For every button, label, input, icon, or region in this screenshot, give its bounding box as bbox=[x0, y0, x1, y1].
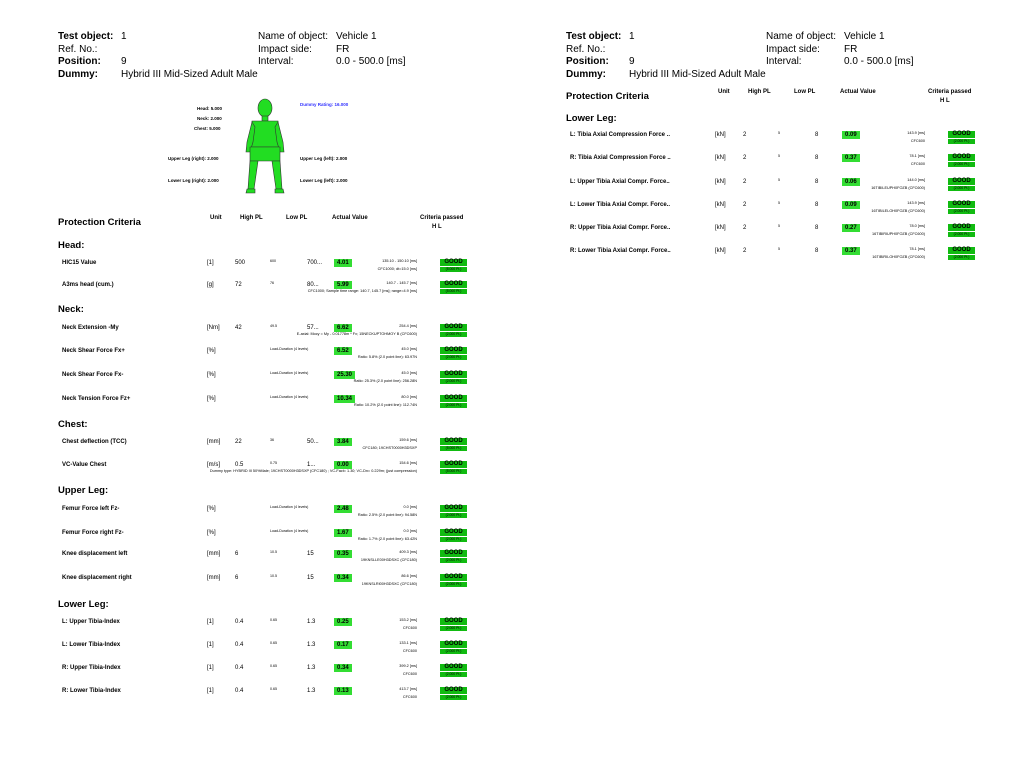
criterion-name: L: Lower Tibia-Index bbox=[62, 642, 121, 648]
criterion-actual-value: 0.34 bbox=[334, 574, 352, 582]
criterion-high-pl: 2 bbox=[743, 132, 747, 138]
criterion-actual-value: 0.37 bbox=[842, 247, 860, 255]
criterion-actual-value: 4.01 bbox=[334, 259, 352, 267]
interval-value: 0.0 - 500.0 [ms] bbox=[844, 56, 914, 67]
criterion-actual-value: 6.52 bbox=[334, 347, 352, 355]
criteria-row bbox=[60, 687, 480, 709]
criteria-row bbox=[60, 259, 480, 281]
criterion-actual-value: 0.06 bbox=[842, 178, 860, 186]
criterion-note: 16TIBILEUPH0FOZB (CFC600) bbox=[871, 186, 925, 190]
criterion-limit-detail: 10.5 bbox=[270, 550, 277, 554]
criterion-limit-detail: 0.65 bbox=[270, 687, 277, 691]
criterion-limit-detail: 5 bbox=[778, 247, 780, 251]
criteria-row bbox=[60, 505, 480, 527]
points-badge: (5.000 Pt.) bbox=[440, 446, 467, 451]
criterion-unit: [mm] bbox=[207, 575, 221, 581]
criterion-high-pl: 0.4 bbox=[235, 665, 244, 671]
criteria-row bbox=[60, 324, 480, 346]
test-object-value: 1 bbox=[629, 31, 635, 42]
criterion-high-pl: 2 bbox=[743, 155, 747, 161]
criterion-low-pl: 1.3 bbox=[307, 665, 316, 671]
criteria-row bbox=[60, 550, 480, 572]
status-badge: GOOD bbox=[440, 324, 467, 331]
criterion-name: R: Tibia Axial Compression Force .. bbox=[570, 155, 671, 161]
dummy-label: Dummy: bbox=[566, 68, 607, 80]
criterion-actual-value: 3.84 bbox=[334, 438, 352, 446]
status-badge: GOOD bbox=[440, 505, 467, 512]
criterion-name: R: Lower Tibia Axial Compr. Force.. bbox=[570, 248, 671, 254]
status-badge: GOOD bbox=[948, 178, 975, 185]
criterion-unit: [m/s] bbox=[207, 462, 220, 468]
section-title: Chest: bbox=[58, 419, 88, 430]
criterion-note: 16TIBIRIUPH0FOZB (CFC600) bbox=[872, 232, 925, 236]
criterion-limit-detail: Load-Duration (4 levels) bbox=[270, 505, 309, 509]
criterion-name: R: Upper Tibia Axial Compr. Force.. bbox=[570, 225, 671, 231]
points-badge: (2.000 Pt.) bbox=[948, 209, 975, 214]
criterion-note: Ratio: 2.5% (2.0 point line): 94.58N bbox=[357, 513, 417, 517]
criterion-low-pl: 80... bbox=[307, 282, 319, 288]
criterion-low-pl: 8 bbox=[815, 248, 819, 254]
status-badge: GOOD bbox=[948, 247, 975, 254]
criterion-note: CFC600 bbox=[910, 139, 925, 143]
interval-label: Interval: bbox=[766, 56, 802, 67]
status-badge: GOOD bbox=[948, 201, 975, 208]
criterion-actual-value: 0.09 bbox=[842, 131, 860, 139]
points-badge: (2.000 Pt.) bbox=[440, 379, 467, 384]
criterion-name: HIC15 Value bbox=[62, 260, 97, 266]
criterion-note: 19KNSLLE00H3DSXC (CFC180) bbox=[360, 558, 417, 562]
status-badge: GOOD bbox=[440, 259, 467, 266]
criterion-high-pl: 42 bbox=[235, 325, 242, 331]
report-header bbox=[58, 31, 418, 81]
col-h-l: H L bbox=[432, 224, 442, 230]
criterion-high-pl: 0.4 bbox=[235, 642, 244, 648]
protection-criteria-title: Protection Criteria bbox=[58, 217, 141, 228]
position-label: Position: bbox=[58, 56, 101, 67]
criterion-time: 135.10 - 150.10 [ms] bbox=[382, 259, 417, 263]
criterion-name: Neck Tension Force Fz+ bbox=[62, 396, 131, 402]
dummy-chest-score: Chest: 5.000 bbox=[194, 126, 221, 131]
criteria-row bbox=[60, 664, 480, 686]
criteria-row bbox=[60, 395, 480, 417]
ref-no-label: Ref. No.: bbox=[566, 43, 606, 55]
criterion-name: L: Upper Tibia Axial Compr. Force.. bbox=[570, 179, 670, 185]
criterion-low-pl: 1.3 bbox=[307, 619, 316, 625]
criterion-note: CFC600 bbox=[910, 162, 925, 166]
criteria-table-header bbox=[58, 215, 478, 235]
criterion-unit: [g] bbox=[207, 282, 214, 288]
criterion-unit: [%] bbox=[207, 396, 216, 402]
criterion-high-pl: 6 bbox=[235, 575, 239, 581]
criterion-note: CFC600 bbox=[402, 649, 417, 653]
test-object-value: 1 bbox=[121, 31, 127, 42]
points-badge: (2.000 Pt.) bbox=[948, 255, 975, 260]
status-badge: GOOD bbox=[440, 550, 467, 557]
points-badge: (2.000 Pt.) bbox=[440, 537, 467, 542]
status-badge: GOOD bbox=[440, 574, 467, 581]
points-badge: (2.000 Pt.) bbox=[440, 626, 467, 631]
status-badge: GOOD bbox=[440, 281, 467, 288]
criterion-actual-value: 1.67 bbox=[334, 529, 352, 537]
criteria-row bbox=[60, 574, 480, 596]
criterion-time: 0.0 [ms] bbox=[403, 529, 417, 533]
dummy-neck-score: Neck: 2.000 bbox=[197, 116, 222, 121]
criteria-row bbox=[568, 178, 988, 200]
criterion-limit-detail: Load-Duration (4 levels) bbox=[270, 371, 309, 375]
status-badge: GOOD bbox=[440, 618, 467, 625]
criterion-low-pl: 1... bbox=[307, 462, 316, 468]
status-badge: GOOD bbox=[948, 154, 975, 161]
criterion-high-pl: 0.4 bbox=[235, 688, 244, 694]
criterion-time: 144.0 [ms] bbox=[907, 178, 925, 182]
criterion-limit-detail: Load-Duration (4 levels) bbox=[270, 347, 309, 351]
criterion-name: Femur Force right Fz- bbox=[62, 530, 124, 536]
criterion-unit: [%] bbox=[207, 348, 216, 354]
dummy-rating-figure bbox=[150, 98, 410, 198]
report-page-right bbox=[510, 0, 1024, 768]
dummy-body-icon bbox=[240, 98, 290, 208]
dummy-lower-leg-right-score: Lower Leg (right): 2.000 bbox=[168, 178, 219, 183]
criterion-unit: [%] bbox=[207, 530, 216, 536]
section-title: Neck: bbox=[58, 304, 84, 315]
criterion-high-pl: 72 bbox=[235, 282, 242, 288]
criterion-unit: [kN] bbox=[715, 132, 726, 138]
criterion-actual-value: 0.25 bbox=[334, 618, 352, 626]
criterion-actual-value: 0.09 bbox=[842, 201, 860, 209]
criterion-limit-detail: 5 bbox=[778, 178, 780, 182]
col-low-pl: Low PL bbox=[286, 215, 308, 221]
impact-side-label: Impact side: bbox=[766, 43, 820, 55]
criterion-limit-detail: Load-Duration (4 levels) bbox=[270, 529, 309, 533]
points-badge: (2.000 Pt.) bbox=[440, 695, 467, 700]
status-badge: GOOD bbox=[440, 371, 467, 378]
criterion-low-pl: 8 bbox=[815, 202, 819, 208]
section-title: Upper Leg: bbox=[58, 485, 109, 496]
criterion-actual-value: 25.30 bbox=[334, 371, 355, 379]
criterion-note: Ratio: 25.3% (2.0 point line): 256.28N bbox=[353, 379, 417, 383]
criterion-note: CFC1000; dt=15.0 [ms] bbox=[377, 267, 417, 271]
test-object-label: Test object: bbox=[58, 31, 114, 42]
criterion-time: 254.4 [ms] bbox=[399, 324, 417, 328]
criterion-time: 0.0 [ms] bbox=[403, 505, 417, 509]
criteria-row bbox=[60, 461, 480, 483]
criterion-limit-detail: 0.65 bbox=[270, 618, 277, 622]
points-badge: (2.000 Pt.) bbox=[440, 672, 467, 677]
criterion-limit-detail: 10.5 bbox=[270, 574, 277, 578]
criterion-time: 78.1 [ms] bbox=[909, 247, 925, 251]
points-badge: (2.000 Pt.) bbox=[440, 332, 467, 337]
col-criteria-passed: Criteria passed bbox=[928, 89, 972, 95]
points-badge: (2.000 Pt.) bbox=[948, 162, 975, 167]
criterion-high-pl: 22 bbox=[235, 439, 242, 445]
criterion-limit-detail: 600 bbox=[270, 259, 276, 263]
col-high-pl: High PL bbox=[240, 215, 263, 221]
criterion-time: 153.2 [ms] bbox=[399, 618, 417, 622]
points-badge: (2.000 Pt.) bbox=[440, 582, 467, 587]
criterion-actual-value: 0.37 bbox=[842, 154, 860, 162]
criterion-low-pl: 8 bbox=[815, 132, 819, 138]
test-object-label: Test object: bbox=[566, 31, 622, 42]
dummy-upper-leg-right-score: Upper Leg (right): 2.000 bbox=[168, 156, 219, 161]
criterion-unit: [%] bbox=[207, 506, 216, 512]
col-actual-value: Actual Value bbox=[840, 89, 876, 95]
position-label: Position: bbox=[566, 56, 609, 67]
criterion-low-pl: 1.3 bbox=[307, 688, 316, 694]
criterion-high-pl: 2 bbox=[743, 248, 747, 254]
criterion-actual-value: 2.48 bbox=[334, 505, 352, 513]
criterion-actual-value: 0.00 bbox=[334, 461, 352, 469]
criterion-time: 86.6 [ms] bbox=[401, 574, 417, 578]
criterion-actual-value: 0.13 bbox=[334, 687, 352, 695]
criterion-actual-value: 0.34 bbox=[334, 664, 352, 672]
status-badge: GOOD bbox=[440, 664, 467, 671]
criterion-unit: [kN] bbox=[715, 179, 726, 185]
criterion-unit: [1] bbox=[207, 642, 214, 648]
criterion-note: Ratio: 5.8% (2.0 point line): 63.97N bbox=[357, 355, 417, 359]
criterion-unit: [1] bbox=[207, 619, 214, 625]
col-high-pl: High PL bbox=[748, 89, 771, 95]
status-badge: GOOD bbox=[440, 395, 467, 402]
points-badge: (2.000 Pt.) bbox=[948, 232, 975, 237]
dummy-head-score: Head: 5.000 bbox=[197, 106, 223, 111]
criterion-unit: [1] bbox=[207, 260, 214, 266]
criterion-limit-detail: 0.65 bbox=[270, 641, 277, 645]
criterion-unit: [kN] bbox=[715, 225, 726, 231]
dummy-rating: Dummy Rating: 16.000 bbox=[300, 102, 349, 107]
criterion-note: 16TIBIRILOH0FOZB (CFC600) bbox=[872, 255, 925, 259]
status-badge: GOOD bbox=[948, 131, 975, 138]
criterion-name: Knee displacement left bbox=[62, 551, 128, 557]
criteria-table-header bbox=[566, 89, 986, 109]
criterion-low-pl: 57... bbox=[307, 325, 319, 331]
criteria-row bbox=[60, 281, 480, 303]
criterion-note: CFC600 bbox=[402, 672, 417, 676]
report-header bbox=[566, 31, 926, 81]
dummy-lower-leg-left-score: Lower Leg (left): 2.000 bbox=[300, 178, 348, 183]
criterion-actual-value: 0.35 bbox=[334, 550, 352, 558]
criteria-row bbox=[60, 347, 480, 369]
criterion-time: 140.7 - 145.7 [ms] bbox=[386, 281, 417, 285]
dummy-value: Hybrid III Mid-Sized Adult Male bbox=[629, 68, 766, 80]
criterion-name: L: Tibia Axial Compression Force .. bbox=[570, 132, 671, 138]
criterion-name: Neck Extension -My bbox=[62, 325, 119, 331]
criterion-time: 80.0 [ms] bbox=[401, 395, 417, 399]
impact-side-label: Impact side: bbox=[258, 43, 312, 55]
points-badge: (2.000 Pt.) bbox=[440, 649, 467, 654]
criterion-low-pl: 15 bbox=[307, 551, 314, 557]
dummy-upper-leg-left-score: Upper Leg (left): 2.000 bbox=[300, 156, 348, 161]
criterion-limit-detail: 5 bbox=[778, 201, 780, 205]
criterion-name: Knee displacement right bbox=[62, 575, 132, 581]
criterion-note: CFC1000; Sample time range: 140.7, 145.7 [ms]; range=4.9 [ms] bbox=[307, 289, 417, 293]
criterion-actual-value: 0.17 bbox=[334, 641, 352, 649]
criterion-note: CFC180; 19CHST0000H3DSXP bbox=[362, 446, 417, 450]
criterion-time: 159.6 [ms] bbox=[399, 438, 417, 442]
criterion-limit-detail: 0.65 bbox=[270, 664, 277, 668]
criterion-limit-detail: 5 bbox=[778, 131, 780, 135]
col-unit: Unit bbox=[210, 215, 222, 221]
criterion-high-pl: 2 bbox=[743, 225, 747, 231]
criterion-high-pl: 2 bbox=[743, 179, 747, 185]
criterion-unit: [1] bbox=[207, 665, 214, 671]
criterion-low-pl: 700... bbox=[307, 260, 323, 266]
col-criteria-passed: Criteria passed bbox=[420, 215, 464, 221]
status-badge: GOOD bbox=[440, 687, 467, 694]
criterion-time: 78.0 [ms] bbox=[909, 224, 925, 228]
criterion-high-pl: 2 bbox=[743, 202, 747, 208]
ref-no-label: Ref. No.: bbox=[58, 43, 98, 55]
criterion-limit-detail: 49.5 bbox=[270, 324, 277, 328]
points-badge: (2.000 Pt.) bbox=[440, 558, 467, 563]
criterion-name: L: Lower Tibia Axial Compr. Force.. bbox=[570, 202, 671, 208]
criterion-note: CFC600 bbox=[402, 626, 417, 630]
criterion-low-pl: 8 bbox=[815, 225, 819, 231]
report-page-left bbox=[0, 0, 510, 768]
section-title-lower-leg: Lower Leg: bbox=[566, 113, 617, 124]
name-of-object-label: Name of object: bbox=[258, 31, 329, 42]
criterion-low-pl: 15 bbox=[307, 575, 314, 581]
interval-label: Interval: bbox=[258, 56, 294, 67]
criterion-limit-detail: Load-Duration (4 levels) bbox=[270, 395, 309, 399]
position-value: 9 bbox=[629, 56, 635, 67]
criteria-row bbox=[568, 247, 988, 269]
criterion-name: Neck Shear Force Fx+ bbox=[62, 348, 125, 354]
criterion-actual-value: 6.62 bbox=[334, 324, 352, 332]
criterion-name: Neck Shear Force Fx- bbox=[62, 372, 124, 378]
criterion-time: 143.9 [ms] bbox=[907, 131, 925, 135]
points-badge: (2.000 Pt.) bbox=[440, 355, 467, 360]
criterion-time: 133.1 [ms] bbox=[399, 641, 417, 645]
criterion-low-pl: 8 bbox=[815, 155, 819, 161]
criterion-unit: [kN] bbox=[715, 202, 726, 208]
points-badge: (5.000 Pt.) bbox=[440, 469, 467, 474]
section-title: Lower Leg: bbox=[58, 599, 109, 610]
criterion-actual-value: 0.27 bbox=[842, 224, 860, 232]
criteria-row bbox=[568, 201, 988, 223]
criterion-note: 16TIBILELOH0FOZB (CFC600) bbox=[871, 209, 925, 213]
status-badge: GOOD bbox=[440, 641, 467, 648]
criterion-limit-detail: 36 bbox=[270, 438, 274, 442]
criterion-note: Ratio: 10.2% (2.0 point line): 112.74N bbox=[353, 403, 417, 407]
col-low-pl: Low PL bbox=[794, 89, 816, 95]
criterion-name: L: Upper Tibia-Index bbox=[62, 619, 120, 625]
criterion-unit: [mm] bbox=[207, 439, 221, 445]
points-badge: (2.000 Pt.) bbox=[440, 403, 467, 408]
status-badge: GOOD bbox=[440, 461, 467, 468]
criterion-unit: [kN] bbox=[715, 155, 726, 161]
criterion-time: 45.0 [ms] bbox=[401, 347, 417, 351]
dummy-value: Hybrid III Mid-Sized Adult Male bbox=[121, 68, 258, 80]
criterion-unit: [1] bbox=[207, 688, 214, 694]
status-badge: GOOD bbox=[440, 438, 467, 445]
criterion-low-pl: 50... bbox=[307, 439, 319, 445]
col-actual-value: Actual Value bbox=[332, 215, 368, 221]
criterion-time: 409.3 [ms] bbox=[399, 550, 417, 554]
criterion-name: VC-Value Chest bbox=[62, 462, 107, 468]
criteria-row bbox=[60, 438, 480, 460]
criterion-actual-value: 10.34 bbox=[334, 395, 355, 403]
name-of-object-value: Vehicle 1 bbox=[336, 31, 377, 42]
criterion-limit-detail: 5 bbox=[778, 154, 780, 158]
status-badge: GOOD bbox=[948, 224, 975, 231]
name-of-object-label: Name of object: bbox=[766, 31, 837, 42]
criterion-note: 19KNSLRI00H3DSXC (CFC180) bbox=[361, 582, 417, 586]
points-badge: (5.000 Pt.) bbox=[440, 267, 467, 272]
interval-value: 0.0 - 500.0 [ms] bbox=[336, 56, 406, 67]
criterion-name: Femur Force left Fz- bbox=[62, 506, 120, 512]
criteria-row bbox=[60, 371, 480, 393]
criterion-low-pl: 8 bbox=[815, 179, 819, 185]
dummy-label: Dummy: bbox=[58, 68, 99, 80]
points-badge: (2.000 Pt.) bbox=[948, 139, 975, 144]
criterion-name: R: Upper Tibia-Index bbox=[62, 665, 121, 671]
criterion-time: 78.1 [ms] bbox=[909, 154, 925, 158]
points-badge: (5.000 Pt.) bbox=[440, 289, 467, 294]
col-h-l: H L bbox=[940, 98, 950, 104]
criterion-high-pl: 0.4 bbox=[235, 619, 244, 625]
criterion-note: Dummy type: HYBRID III 50%Male; 19CHST0000H3DSXP (CFC180) ; VC-Fact= 1.30; VC-Dn= 0.229m; (just compression) bbox=[209, 469, 417, 473]
criterion-limit-detail: 5 bbox=[778, 224, 780, 228]
criterion-high-pl: 6 bbox=[235, 551, 239, 557]
points-badge: (2.000 Pt.) bbox=[440, 513, 467, 518]
criterion-name: Chest deflection (TCC) bbox=[62, 439, 127, 445]
criterion-low-pl: 1.3 bbox=[307, 642, 316, 648]
criterion-high-pl: 500 bbox=[235, 260, 246, 266]
position-value: 9 bbox=[121, 56, 127, 67]
criteria-row bbox=[568, 131, 988, 153]
criterion-unit: [%] bbox=[207, 372, 216, 378]
criteria-row bbox=[60, 641, 480, 663]
criterion-high-pl: 0.5 bbox=[235, 462, 244, 468]
criterion-note: Ratio: 1.7% (2.0 point line): 63.42N bbox=[357, 537, 417, 541]
impact-side-value: FR bbox=[844, 43, 858, 55]
criteria-row bbox=[60, 529, 480, 551]
criterion-name: A3ms head (cum.) bbox=[62, 282, 114, 288]
criterion-time: 154.6 [ms] bbox=[399, 461, 417, 465]
protection-criteria-title: Protection Criteria bbox=[566, 91, 649, 102]
criterion-time: 143.9 [ms] bbox=[907, 201, 925, 205]
name-of-object-value: Vehicle 1 bbox=[844, 31, 885, 42]
criterion-unit: [Nm] bbox=[207, 325, 220, 331]
col-unit: Unit bbox=[718, 89, 730, 95]
criterion-time: 413.7 [ms] bbox=[399, 687, 417, 691]
criterion-limit-detail: 76 bbox=[270, 281, 274, 285]
points-badge: (2.000 Pt.) bbox=[948, 186, 975, 191]
status-badge: GOOD bbox=[440, 529, 467, 536]
criterion-actual-value: 5.99 bbox=[334, 281, 352, 289]
criterion-limit-detail: 0.75 bbox=[270, 461, 277, 465]
criterion-name: R: Lower Tibia-Index bbox=[62, 688, 121, 694]
criterion-note: CFC600 bbox=[402, 695, 417, 699]
criterion-unit: [kN] bbox=[715, 248, 726, 254]
status-badge: GOOD bbox=[440, 347, 467, 354]
section-title: Head: bbox=[58, 240, 85, 251]
criterion-time: 399.2 [ms] bbox=[399, 664, 417, 668]
criterion-time: 45.0 [ms] bbox=[401, 371, 417, 375]
impact-side-value: FR bbox=[336, 43, 350, 55]
criteria-row bbox=[568, 154, 988, 176]
criteria-row bbox=[568, 224, 988, 246]
criterion-note: E-axial: Mocy = My - 0.01778m * Fx; 15NECKUPTOHMOY B (CFC600) bbox=[296, 332, 417, 336]
criteria-row bbox=[60, 618, 480, 640]
criterion-unit: [mm] bbox=[207, 551, 221, 557]
